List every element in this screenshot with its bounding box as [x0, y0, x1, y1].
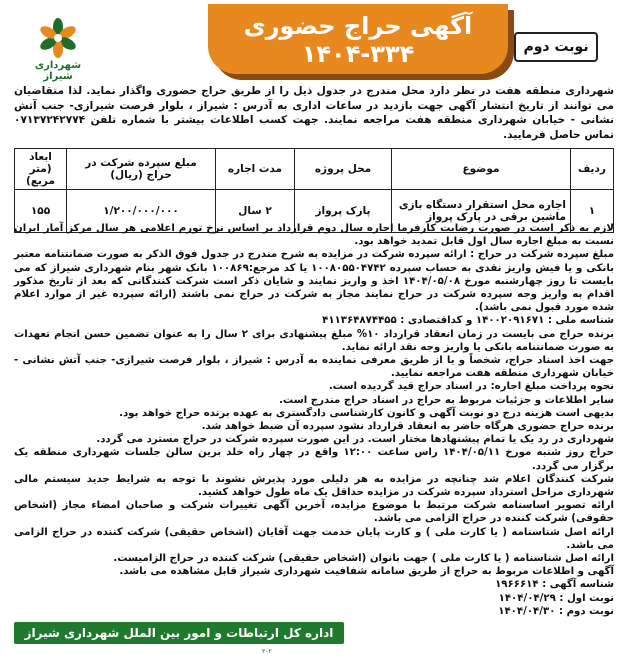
body-paragraph: سایر اطلاعات و جزئیات مربوط به حراج در اسناد حراج مندرج است. [279, 394, 614, 406]
body-paragraph: برنده حراج می بایست در زمان انعقاد قرارداد ۱۰% مبلغ پیشنهادی برای ۲ سال را به عنوان تضمین حسن انجام تعهدات به صورت ضمانتنامه بانکی یا واریز وجه نقد ارائه نماید. [14, 328, 614, 353]
header-row-number: ردیف [571, 149, 614, 190]
conditions-body [14, 222, 614, 618]
body-paragraph: ارائه اصل شناسنامه ( یا کارت ملی ) و کارت پایان خدمت جهت آقایان (اشخاص حقیقی) شرکت کننده در حراج الزامی می باشد. [14, 526, 614, 551]
second-round-date: نوبت دوم : ۱۴۰۴/۰۴/۳۰ [498, 605, 614, 617]
body-paragraph: شرکت کنندگان اعلام شد چنانچه در مزایده به هر دلیلی مورد پذیرش نشوند با توجه به شرایط جدید سیستم مالی شهرداری مراحل استرداد سپرده شرکت در مزایده حداقل یک ماه طول خواهد کشید. [14, 473, 614, 499]
header-area: ابعاد (متر مربع) [15, 149, 67, 190]
cell-deposit: ۱/۲۰۰/۰۰۰/۰۰۰ [67, 190, 216, 233]
body-paragraph: آگهی و اطلاعات مربوط به حراج از طریق سامانه شفافیت شهرداری شیراز قابل مشاهده می باشد. [119, 566, 614, 578]
header-duration: مدت اجاره [216, 149, 295, 190]
body-paragraph: ارائه اصل شناسنامه ( یا کارت ملی ) جهت بانوان (اشخاص حقیقی) شرکت کننده در حراج الزامیست. [113, 553, 614, 565]
cell-row-number: ۱ [571, 190, 614, 233]
cell-subject: اجاره محل استقرار دستگاه بازی ماشین برقی در پارک پرواز [392, 190, 571, 233]
ad-number: ۱۴۰۴-۳۳۴ [301, 40, 415, 68]
body-paragraph: لازم به ذکر است در صورت رضایت کارفرما اجاره سال دوم قرارداد بر اساس نرخ تورم اعلامی هر سال مرکز آمار ایران نسبت به مبلغ اجاره سال اول قابل تمدید خواهد بود. [14, 223, 614, 248]
body-paragraph: شناسه ملی : ۱۴۰۰۲۰۹۱۶۷۱ و کداقتصادی : ۴۱۱۳۶۴۸۷۴۴۵۵ [322, 315, 614, 327]
header-subject: موضوع [392, 149, 571, 190]
footer-bar: اداره کل ارتباطات و امور بین الملل شهرداری شیراز [14, 622, 344, 644]
page-title: آگهی حراج حضوری [243, 12, 473, 40]
first-round-date: نوبت اول : ۱۴۰۴/۰۴/۲۹ [498, 592, 614, 604]
cell-area: ۱۵۵ [15, 190, 67, 233]
flower-logo-icon [36, 18, 80, 58]
body-paragraph: حراج روز شنبه مورخ ۱۴۰۴/۰۵/۱۱ راس ساعت ۱۲:۰۰ واقع در چهار راه خلد برین سالن جلسات شهرداری منطقه یک برگزار می گردد. [14, 447, 614, 472]
table-header-row [15, 149, 614, 190]
header-location: محل پروژه [295, 149, 392, 190]
body-paragraph: مبلغ سپرده شرکت در حراج : ارائه سپرده شرکت در مزایده به شرح مندرج در جدول فوق الذکر به صورت ضمانتنامه معتبر بانکی و یا فیش واریز نقدی به حساب سپرده ۱۰۰۸۰۵۵۰۴۷۴۲ یا کد مرجع:۱۰۰۸۶۹ بانک شهر بنام شهرداری شیراز که می بایست تا روز چهارشنبه مورخ ۱۴۰۴/۰۵/۰۸ اخذ و واریز نمایند و شایان ذکر است شرکت کنندگانی که بعد از تاریخ مذکور اقدام به واریز وجه سپرده شرکت در حراج نمایند مجاز به شرکت در حراج نمی باشند (ارائه سپرده غیر از موارد اعلام شده مورد قبول نمی باشد). [14, 249, 614, 314]
ad-id-line: شناسه آگهی : ۱۹۶۶۶۱۴ [495, 579, 614, 591]
body-paragraph: برنده حراج حضوری هرگاه حاضر به انعقاد قرارداد نشود سپرده آن ضبط خواهد شد. [201, 421, 614, 433]
cell-location: پارک پرواز [295, 190, 392, 233]
municipality-logo [22, 18, 94, 82]
body-paragraph: بدیهی است هزینه درج دو نوبت آگهی و کانون کارشناسی دادگستری به عهده برنده حراج خواهد بود. [119, 407, 614, 419]
title-banner [208, 4, 508, 74]
logo-caption: شهرداری شیراز [34, 60, 82, 82]
header-deposit: مبلغ سپرده شرکت در حراج (ریال) [67, 149, 216, 190]
cell-duration: ۲ سال [216, 190, 295, 233]
body-paragraph: نحوه پرداخت مبلغ اجاره: در اسناد حراج قید گردیده است. [328, 381, 614, 393]
body-paragraph: ارائه تصویر اساسنامه شرکت مرتبط با موضوع مزایده، آخرین آگهی تغییرات شرکت و صاحبان امضاء مجاز (اشخاص حقوقی) شرکت کننده در حراج الزامی می باشد. [14, 500, 614, 525]
body-paragraph: شهرداری در رد یک یا تمام پیشنهادها مختار است. در این صورت سپرده شرکت در حراج مسترد می گردد. [96, 434, 614, 446]
items-table [14, 148, 614, 233]
body-paragraph: جهت اخذ اسناد حراج، شخصاً و یا از طریق معرفی نماینده به آدرس : شیراز ، بلوار فرصت شیرازی- جنب آتش نشانی - خیابان شهرداری منطقه هفت مراجعه نمایید. [14, 355, 614, 380]
footer-code: ۳۰۲ [262, 648, 272, 655]
round-badge: نوبت دوم [514, 32, 598, 62]
intro-paragraph: شهرداری منطقه هفت در نظر دارد محل مندرج در جدول ذیل را از طریق حراج حضوری واگذار نماید. لذا متقاضیان می توانند از تاریخ انتشار آگهی جهت بازدید در ساعات اداری به آدرس : شیراز ، بلوار فرصت شیرازی- جنب آتش نشانی - خیابان شهرداری منطقه هفت مراجعه نمایند. جهت کسب اطلاعات بیشتر با شماره تلفن ۰۷۱۳۷۲۴۲۷۷۴ تماس حاصل فرمایید. [14, 85, 614, 141]
